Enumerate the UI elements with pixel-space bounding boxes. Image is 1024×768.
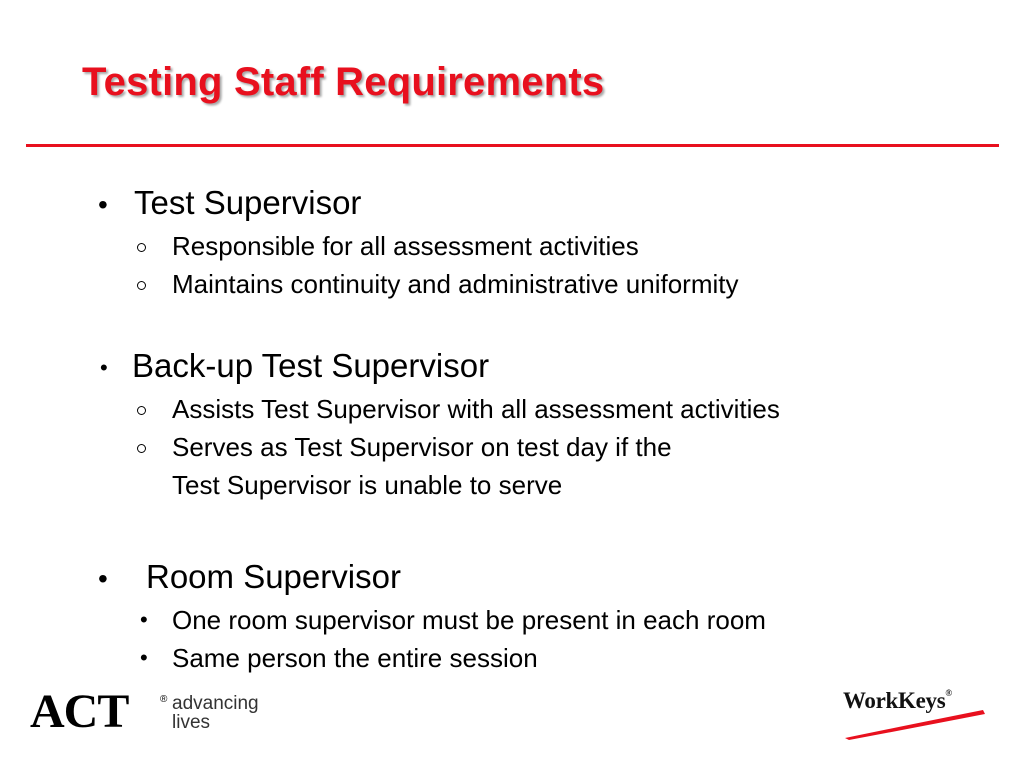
sub-item-text: Assists Test Supervisor with all assessment activities <box>172 394 780 424</box>
sub-item-text: One room supervisor must be present in each room <box>172 605 766 635</box>
sub-item-text: Test Supervisor is unable to serve <box>172 470 563 500</box>
bullet-text: Test Supervisor <box>134 184 362 221</box>
hollow-circle-icon <box>137 243 146 252</box>
hollow-circle-icon <box>137 406 146 415</box>
workkeys-logo <box>843 688 993 740</box>
workkeys-registered-mark: ® <box>945 688 952 698</box>
bullet-dot-icon: • <box>140 645 148 670</box>
bullet-dot-icon: • <box>140 607 148 632</box>
workkeys-wordmark-text: WorkKeys <box>843 688 946 713</box>
bullet-text: Back-up Test Supervisor <box>132 347 490 384</box>
sub-item-text: Maintains continuity and administrative uniformity <box>172 269 739 299</box>
act-tagline-line1: advancing <box>172 693 259 714</box>
bullet-dot-icon: • <box>100 355 108 380</box>
title-divider <box>26 144 999 147</box>
sub-item-text: Responsible for all assessment activities <box>172 231 639 261</box>
act-wordmark: ACT <box>30 685 129 738</box>
bullet-dot-icon: • <box>98 189 108 220</box>
workkeys-swoosh-icon <box>843 706 993 740</box>
act-logo <box>30 685 270 738</box>
bullet-dot-icon: • <box>98 563 108 594</box>
sub-item-text: Same person the entire session <box>172 643 538 673</box>
sub-item-text: Serves as Test Supervisor on test day if the <box>172 432 672 462</box>
act-registered-mark: ® <box>160 694 168 705</box>
act-tagline-line2: lives <box>172 712 211 733</box>
bullet-text: Room Supervisor <box>146 558 401 595</box>
slide-title: Testing Staff Requirements <box>82 60 605 104</box>
act-tagline <box>172 694 259 732</box>
hollow-circle-icon <box>137 281 146 290</box>
hollow-circle-icon <box>137 444 146 453</box>
